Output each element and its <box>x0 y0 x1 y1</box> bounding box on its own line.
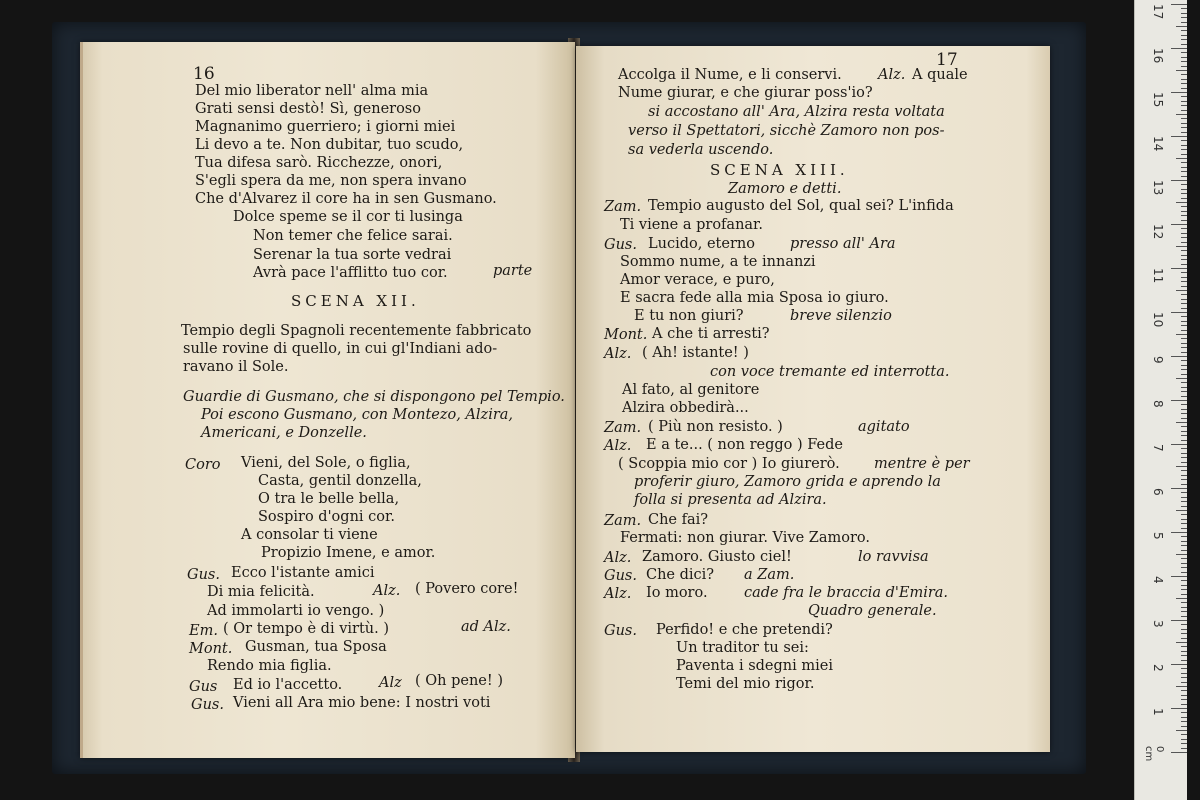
speaker-label: Gus. <box>187 567 220 583</box>
text-line: A che ti arresti? <box>652 326 770 342</box>
ruler-tick <box>1176 246 1187 247</box>
speaker-label: Em. <box>189 623 218 639</box>
ruler-tick <box>1181 57 1187 58</box>
ruler-label: 6 <box>1151 488 1165 496</box>
text-line: Io moro. <box>646 585 708 601</box>
ruler-tick <box>1181 633 1187 634</box>
ruler-tick <box>1181 695 1187 696</box>
ruler-label: 14 <box>1151 136 1165 152</box>
ruler-tick <box>1181 74 1187 75</box>
ruler-tick <box>1181 39 1187 40</box>
ruler-tick <box>1181 237 1187 238</box>
speaker-label: Alz <box>379 675 402 691</box>
speaker-label: Zam. <box>604 420 642 436</box>
stage-direction: Quadro generale. <box>808 603 937 619</box>
ruler-tick <box>1181 580 1187 581</box>
text-line: Al fato, al genitore <box>622 382 760 398</box>
ruler-tick <box>1181 101 1187 102</box>
stage-direction: sa vederla uscendo. <box>628 142 774 158</box>
text-line: Tempio augusto del Sol, qual sei? L'infida <box>648 198 954 214</box>
ruler-tick <box>1176 554 1187 555</box>
text-line: E a te... ( non reggo ) Fede <box>646 437 843 453</box>
ruler-tick <box>1181 492 1187 493</box>
text-line: Ad immolarti io vengo. ) <box>207 603 385 619</box>
text-line: Paventa i sdegni miei <box>676 658 833 674</box>
ruler-tick <box>1181 563 1187 564</box>
ruler-tick <box>1181 668 1187 669</box>
text-line: O tra le belle bella, <box>258 491 400 507</box>
ruler-label: 1 <box>1151 708 1165 716</box>
ruler-tick <box>1181 690 1187 691</box>
ruler-tick <box>1181 360 1187 361</box>
text-line: Rendo mia figlia. <box>207 658 332 674</box>
text-line: A consolar ti viene <box>241 527 378 543</box>
text-line: Vieni all Ara mio bene: I nostri voti <box>233 695 491 711</box>
scene-heading: SCENA XIII. <box>710 161 849 179</box>
ruler-tick <box>1181 501 1187 502</box>
ruler-tick <box>1171 312 1187 313</box>
ruler-tick <box>1181 198 1187 199</box>
ruler-tick <box>1176 466 1187 467</box>
ruler-tick <box>1181 721 1187 722</box>
ruler-tick <box>1181 330 1187 331</box>
ruler-tick <box>1181 558 1187 559</box>
ruler-tick <box>1181 704 1187 705</box>
ruler-tick <box>1181 250 1187 251</box>
ruler-tick <box>1181 448 1187 449</box>
right-page <box>576 46 1050 752</box>
ruler-tick <box>1176 290 1187 291</box>
ruler-tick <box>1181 154 1187 155</box>
ruler-tick <box>1181 233 1187 234</box>
speaker-label: Zam. <box>604 199 642 215</box>
ruler-tick <box>1171 752 1187 753</box>
ruler-tick <box>1181 149 1187 150</box>
ruler-tick <box>1176 70 1187 71</box>
ruler-tick <box>1181 228 1187 229</box>
ruler-tick <box>1181 88 1187 89</box>
ruler-tick <box>1181 30 1187 31</box>
ruler-tick <box>1181 453 1187 454</box>
ruler-tick <box>1181 83 1187 84</box>
ruler-tick <box>1181 567 1187 568</box>
text-line: Amor verace, e puro, <box>620 272 775 288</box>
ruler-tick <box>1176 202 1187 203</box>
page-number: 17 <box>936 50 958 70</box>
ruler-tick <box>1181 176 1187 177</box>
ruler-tick <box>1171 268 1187 269</box>
ruler-tick <box>1181 475 1187 476</box>
text-line: Un traditor tu sei: <box>676 640 809 656</box>
ruler-tick <box>1181 523 1187 524</box>
ruler-tick <box>1181 462 1187 463</box>
ruler-tick <box>1181 726 1187 727</box>
ruler-tick <box>1181 457 1187 458</box>
ruler-tick <box>1181 44 1187 45</box>
ruler-tick <box>1181 96 1187 97</box>
ruler-tick <box>1171 620 1187 621</box>
ruler-tick <box>1181 365 1187 366</box>
ruler-tick <box>1181 607 1187 608</box>
ruler-label: 7 <box>1151 444 1165 452</box>
page-number: 16 <box>193 64 215 84</box>
ruler-tick <box>1181 435 1187 436</box>
speaker-label: Zam. <box>604 513 642 529</box>
speaker-label: Gus. <box>604 237 637 253</box>
stage-direction: Guardie di Gusmano, che si dispongono pel Tempio. <box>183 389 565 405</box>
ruler-tick <box>1181 387 1187 388</box>
ruler-tick <box>1181 352 1187 353</box>
speaker-label: Alz. <box>373 583 401 599</box>
text-line: Non temer che felice sarai. <box>253 228 453 244</box>
ruler-tick <box>1181 303 1187 304</box>
ruler-tick <box>1181 264 1187 265</box>
text-line: Del mio liberator nell' alma mia <box>195 83 429 99</box>
ruler-tick <box>1181 123 1187 124</box>
ruler-tick <box>1181 611 1187 612</box>
ruler-tick <box>1181 391 1187 392</box>
scene-heading: SCENA XII. <box>291 292 420 310</box>
ruler-tick <box>1181 316 1187 317</box>
text-line: Tua difesa sarò. Ricchezze, onori, <box>195 155 443 171</box>
ruler-tick <box>1176 378 1187 379</box>
speaker-label: Alz. <box>878 67 906 83</box>
stage-direction: a Zam. <box>744 567 795 583</box>
ruler-tick <box>1181 426 1187 427</box>
ruler-tick <box>1181 277 1187 278</box>
ruler-label: 4 <box>1151 576 1165 584</box>
text-line: Sommo nume, a te innanzi <box>620 254 816 270</box>
ruler-tick <box>1176 598 1187 599</box>
text-line: S'egli spera da me, non spera invano <box>195 173 467 189</box>
stage-direction: cade fra le braccia d'Emira. <box>744 585 949 601</box>
text-line: Di mia felicità. <box>207 584 315 600</box>
ruler-tick <box>1171 576 1187 577</box>
ruler-tick <box>1181 272 1187 273</box>
ruler-tick <box>1181 409 1187 410</box>
ruler-tick <box>1171 4 1187 5</box>
ruler-tick <box>1181 629 1187 630</box>
ruler-tick <box>1176 422 1187 423</box>
stage-direction: presso all' Ara <box>790 236 896 252</box>
ruler-tick <box>1171 92 1187 93</box>
ruler-tick <box>1181 396 1187 397</box>
text-line: Serenar la tua sorte vedrai <box>253 247 452 263</box>
ruler-tick <box>1181 140 1187 141</box>
ruler-tick <box>1181 506 1187 507</box>
ruler-tick <box>1181 110 1187 111</box>
ruler-tick <box>1181 404 1187 405</box>
ruler-tick <box>1181 347 1187 348</box>
ruler-tick <box>1181 220 1187 221</box>
text-line: ( Più non resisto. ) <box>648 419 783 435</box>
ruler-tick <box>1181 171 1187 172</box>
text-line: Che d'Alvarez il core ha in sen Gusmano. <box>195 191 497 207</box>
ruler-tick <box>1181 536 1187 537</box>
ruler-tick <box>1171 708 1187 709</box>
ruler-tick <box>1181 470 1187 471</box>
text-line: ( Or tempo è di virtù. ) <box>223 621 389 637</box>
ruler-label: 2 <box>1151 664 1165 672</box>
text-line: Tempio degli Spagnoli recentemente fabbricato <box>181 323 532 339</box>
ruler-tick <box>1181 242 1187 243</box>
ruler-label: 17 <box>1151 4 1165 20</box>
stage-direction: proferir giuro, Zamoro grida e aprendo la <box>634 474 941 490</box>
ruler-tick <box>1181 673 1187 674</box>
ruler-tick <box>1181 514 1187 515</box>
ruler-tick <box>1181 528 1187 529</box>
stage-direction: mentre è per <box>874 456 970 472</box>
text-line: Che dici? <box>646 567 715 583</box>
text-line: Casta, gentil donzella, <box>258 473 422 489</box>
ruler-tick <box>1171 136 1187 137</box>
text-line: Magnanimo guerriero; i giorni miei <box>195 119 456 135</box>
text-line: A quale <box>912 67 968 83</box>
ruler-tick <box>1181 699 1187 700</box>
ruler-tick <box>1181 413 1187 414</box>
ruler-tick <box>1181 215 1187 216</box>
ruler-tick <box>1181 572 1187 573</box>
text-line: Fermati: non giurar. Vive Zamoro. <box>620 530 870 546</box>
ruler-tick <box>1181 259 1187 260</box>
ruler-tick <box>1181 132 1187 133</box>
ruler-tick <box>1181 52 1187 53</box>
ruler-tick <box>1181 308 1187 309</box>
ruler-tick <box>1181 541 1187 542</box>
speaker-label: Alz. <box>604 438 632 454</box>
text-line: Avrà pace l'afflitto tuo cor. <box>253 265 448 281</box>
ruler-unit-label: 0 cm <box>1143 746 1165 762</box>
speaker-label: Alz. <box>604 346 632 362</box>
ruler-tick <box>1181 321 1187 322</box>
text-line: E tu non giuri? <box>634 308 744 324</box>
ruler-tick <box>1181 118 1187 119</box>
ruler-tick <box>1181 193 1187 194</box>
ruler-tick <box>1181 479 1187 480</box>
ruler-tick <box>1181 431 1187 432</box>
ruler-tick <box>1181 748 1187 749</box>
ruler-tick <box>1181 585 1187 586</box>
text-line: Accolga il Nume, e li conservi. <box>618 67 842 83</box>
ruler-tick <box>1181 66 1187 67</box>
stage-direction: Poi escono Gusmano, con Montezo, Alzira, <box>201 407 514 423</box>
ruler-label: 16 <box>1151 48 1165 64</box>
speaker-label: Gus. <box>191 697 224 713</box>
ruler-tick <box>1181 13 1187 14</box>
ruler-tick <box>1176 158 1187 159</box>
ruler-tick <box>1181 418 1187 419</box>
ruler-tick <box>1181 717 1187 718</box>
ruler-label: 9 <box>1151 356 1165 364</box>
stage-direction: verso il Spettatori, sicchè Zamoro non pos- <box>628 123 945 139</box>
text-line: ( Ah! istante! ) <box>642 345 749 361</box>
text-line: ( Oh pene! ) <box>415 673 503 689</box>
ruler-tick <box>1181 734 1187 735</box>
ruler-tick <box>1181 61 1187 62</box>
ruler-label: 15 <box>1151 92 1165 108</box>
ruler-tick <box>1181 743 1187 744</box>
ruler-tick <box>1181 374 1187 375</box>
text-line: Nume giurar, e che giurar poss'io? <box>618 85 873 101</box>
ruler-tick <box>1181 211 1187 212</box>
ruler-tick <box>1181 602 1187 603</box>
ruler-tick <box>1171 356 1187 357</box>
ruler-tick <box>1181 677 1187 678</box>
ruler-tick <box>1181 440 1187 441</box>
ruler-label: 13 <box>1151 180 1165 196</box>
ruler-tick <box>1181 624 1187 625</box>
ruler-tick <box>1176 26 1187 27</box>
ruler-tick <box>1176 730 1187 731</box>
speaker-label: Coro <box>185 457 221 473</box>
text-line: Ed io l'accetto. <box>233 677 343 693</box>
stage-direction: agitato <box>858 419 910 435</box>
ruler-tick <box>1176 510 1187 511</box>
ruler-tick <box>1176 114 1187 115</box>
ruler-label: 10 <box>1151 312 1165 328</box>
text-line: Dolce speme se il cor ti lusinga <box>233 209 463 225</box>
text-line: E sacra fede alla mia Sposa io giuro. <box>620 290 889 306</box>
speaker-label: Mont. <box>604 327 648 343</box>
text-line: Sospiro d'ogni cor. <box>258 509 395 525</box>
ruler-tick <box>1181 286 1187 287</box>
ruler-tick <box>1181 189 1187 190</box>
stage-direction: lo ravvisa <box>858 549 929 565</box>
text-line: Alzira obbedirà... <box>622 400 749 416</box>
text-line: Ti viene a profanar. <box>620 217 763 233</box>
ruler-tick <box>1181 281 1187 282</box>
ruler-tick <box>1181 369 1187 370</box>
ruler-tick <box>1181 8 1187 9</box>
speaker-label: Mont. <box>189 641 233 657</box>
ruler-tick <box>1181 105 1187 106</box>
ruler-tick <box>1181 22 1187 23</box>
ruler-tick <box>1176 642 1187 643</box>
ruler-label: 12 <box>1151 224 1165 240</box>
ruler-tick <box>1181 646 1187 647</box>
ruler-tick <box>1181 589 1187 590</box>
ruler-tick <box>1181 338 1187 339</box>
text-line: ( Scoppia mio cor ) Io giurerò. <box>618 456 840 472</box>
ruler-tick <box>1181 162 1187 163</box>
ruler-tick <box>1181 167 1187 168</box>
stage-direction: Zamoro e detti. <box>728 181 842 197</box>
ruler-tick <box>1181 299 1187 300</box>
ruler-tick <box>1171 532 1187 533</box>
left-page <box>80 42 575 758</box>
ruler-tick <box>1171 180 1187 181</box>
ruler-label: 8 <box>1151 400 1165 408</box>
ruler-tick <box>1181 484 1187 485</box>
ruler-tick <box>1181 739 1187 740</box>
ruler-tick <box>1181 382 1187 383</box>
text-line: Propizio Imene, e amor. <box>261 545 436 561</box>
ruler-tick <box>1181 651 1187 652</box>
ruler-tick <box>1176 334 1187 335</box>
ruler-tick <box>1171 400 1187 401</box>
ruler-tick <box>1171 224 1187 225</box>
ruler-tick <box>1181 294 1187 295</box>
measuring-ruler <box>1134 0 1187 800</box>
ruler-tick <box>1181 343 1187 344</box>
text-line: ( Povero core! <box>415 581 519 597</box>
ruler-tick <box>1181 550 1187 551</box>
speaker-label: Alz. <box>604 586 632 602</box>
ruler-tick <box>1181 594 1187 595</box>
stage-direction: ad Alz. <box>461 619 511 635</box>
ruler-tick <box>1181 682 1187 683</box>
text-line: Gusman, tua Sposa <box>245 639 387 655</box>
text-line: Lucido, eterno <box>648 236 755 252</box>
ruler-tick <box>1181 545 1187 546</box>
text-line: sulle rovine di quello, in cui gl'Indiani ado- <box>183 341 498 357</box>
ruler-tick <box>1181 35 1187 36</box>
ruler-tick <box>1181 660 1187 661</box>
text-line: Temi del mio rigor. <box>676 676 815 692</box>
stage-direction: folla si presenta ad Alzira. <box>634 492 827 508</box>
ruler-tick <box>1181 712 1187 713</box>
ruler-tick <box>1181 17 1187 18</box>
text-line: ravano il Sole. <box>183 359 289 375</box>
ruler-tick <box>1181 616 1187 617</box>
ruler-tick <box>1181 145 1187 146</box>
text-line: Li devo a te. Non dubitar, tuo scudo, <box>195 137 464 153</box>
ruler-tick <box>1181 519 1187 520</box>
ruler-tick <box>1176 686 1187 687</box>
ruler-tick <box>1181 638 1187 639</box>
text-line: Che fai? <box>648 512 709 528</box>
stage-direction: breve silenzio <box>790 308 892 324</box>
ruler-tick <box>1181 325 1187 326</box>
speaker-label: Alz. <box>604 550 632 566</box>
ruler-label: 11 <box>1151 268 1165 284</box>
stage-direction: si accostano all' Ara, Alzira resta voltata <box>648 104 945 120</box>
ruler-tick <box>1181 255 1187 256</box>
speaker-label: Gus. <box>604 568 637 584</box>
text-line: Ecco l'istante amici <box>231 565 375 581</box>
ruler-tick <box>1181 79 1187 80</box>
ruler-tick <box>1181 184 1187 185</box>
ruler-tick <box>1171 488 1187 489</box>
speaker-label: Gus <box>189 679 218 695</box>
text-line: Zamoro. Giusto ciel! <box>642 549 792 565</box>
text-line: Perfido! e che pretendi? <box>656 622 833 638</box>
ruler-tick <box>1181 206 1187 207</box>
ruler-tick <box>1181 127 1187 128</box>
stage-direction: Americani, e Donzelle. <box>201 425 367 441</box>
ruler-tick <box>1171 48 1187 49</box>
text-line: Grati sensi destò! Sì, generoso <box>195 101 421 117</box>
ruler-tick <box>1181 497 1187 498</box>
ruler-label: 5 <box>1151 532 1165 540</box>
ruler-tick <box>1181 655 1187 656</box>
speaker-label: Gus. <box>604 623 637 639</box>
text-line: Vieni, del Sole, o figlia, <box>241 455 411 471</box>
ruler-tick <box>1171 664 1187 665</box>
stage-direction: con voce tremante ed interrotta. <box>710 364 950 380</box>
stage-direction: parte <box>493 263 533 279</box>
ruler-tick <box>1171 444 1187 445</box>
ruler-label: 3 <box>1151 620 1165 628</box>
